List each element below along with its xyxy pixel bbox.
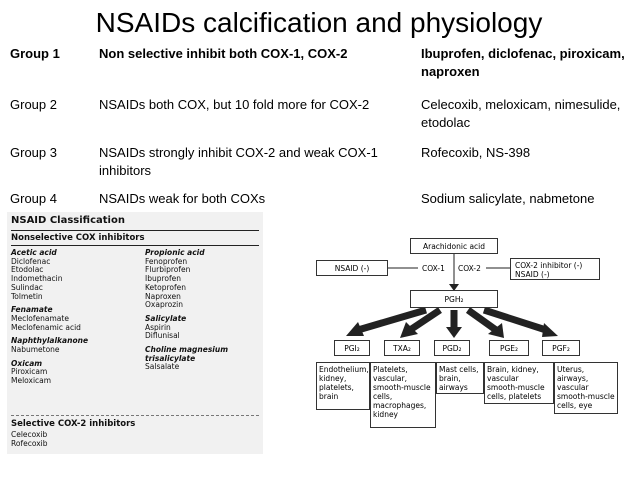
selective-heading: Selective COX-2 inhibitors bbox=[11, 419, 136, 429]
group-2-name: Group 2 bbox=[10, 97, 57, 112]
group-heading: Acetic acid bbox=[11, 248, 57, 257]
site-text: kidney bbox=[373, 410, 398, 419]
drug-item: Sulindac bbox=[11, 282, 43, 292]
drug-item: Meclofenamate bbox=[11, 313, 69, 323]
site-text: macrophages, bbox=[373, 401, 427, 410]
pgf2-box: PGF₂ bbox=[542, 340, 580, 356]
site-text: cells, eye bbox=[557, 401, 593, 410]
site-text: smooth-muscle bbox=[487, 383, 545, 392]
group-3-description: NSAIDs strongly inhibit COX-2 and weak COX-1 inhibitors bbox=[99, 145, 378, 178]
pgd2-sites bbox=[436, 362, 484, 394]
drug-item: Tolmetin bbox=[11, 291, 43, 301]
site-text: airways bbox=[439, 383, 468, 392]
cox-pathway-diagram bbox=[306, 230, 632, 442]
site-text: airways, bbox=[557, 374, 589, 383]
group-2-description: NSAIDs both COX, but 10 fold more for COX-2 bbox=[99, 97, 370, 112]
site-text: platelets, bbox=[319, 383, 354, 392]
site-text: kidney, bbox=[319, 374, 347, 383]
nsaid-classification-table bbox=[7, 212, 263, 454]
drug-item: Meclofenamic acid bbox=[11, 322, 81, 332]
drug-item: Flurbiprofen bbox=[145, 265, 191, 275]
group-heading: Oxicam bbox=[11, 358, 43, 368]
group-1-description: Non selective inhibit both COX-1, COX-2 bbox=[99, 46, 348, 61]
site-text: vascular, bbox=[373, 374, 407, 383]
drug-item: Fenoprofen bbox=[145, 256, 188, 266]
site-text: cells, bbox=[373, 392, 393, 401]
drug-item: Aspirin bbox=[145, 322, 171, 332]
arachidonic-acid-box: Arachidonic acid bbox=[410, 238, 498, 254]
divider bbox=[11, 245, 259, 246]
site-text: Platelets, bbox=[373, 365, 408, 374]
nsaid-inhibitor-text: NSAID (-) bbox=[515, 270, 550, 279]
group-heading: trisalicylate bbox=[145, 353, 196, 363]
pge2-sites bbox=[484, 362, 554, 404]
site-text: brain bbox=[319, 392, 339, 401]
group-heading: Propionic acid bbox=[145, 248, 205, 257]
right-drug-column bbox=[145, 249, 228, 372]
page-title: NSAIDs calcification and physiology bbox=[95, 7, 543, 38]
nsaid-inhibitor-box: NSAID (-) bbox=[316, 260, 388, 276]
drug-item: Meloxicam bbox=[11, 376, 52, 386]
site-text: brain, bbox=[439, 374, 461, 383]
group-4-drugs: Sodium salicylate, nabmetone bbox=[421, 191, 595, 206]
cox2-label: COX-2 bbox=[458, 264, 481, 273]
pgi2-sites bbox=[316, 362, 370, 410]
group-3-drugs: Rofecoxib, NS-398 bbox=[421, 145, 531, 160]
drug-item: Celecoxib bbox=[11, 430, 48, 439]
drug-item: Diclofenac bbox=[11, 256, 51, 266]
pgf2-sites bbox=[554, 362, 618, 414]
group-1-drugs: Ibuprofen, diclofenac, piroxicam, naproxen bbox=[421, 46, 625, 79]
drug-item: Piroxicam bbox=[11, 367, 48, 377]
site-text: Mast cells, bbox=[439, 365, 479, 374]
drug-item: Oxaprozin bbox=[145, 300, 183, 310]
site-text: vascular bbox=[557, 383, 589, 392]
group-2-drugs: Celecoxib, meloxicam, nimesulide, etodolac bbox=[421, 97, 621, 130]
txa2-sites bbox=[370, 362, 436, 428]
pge2-box: PGE₂ bbox=[489, 340, 529, 356]
pgi2-box: PGI₂ bbox=[334, 340, 370, 356]
txa2-box: TXA₂ bbox=[384, 340, 420, 356]
group-3-name: Group 3 bbox=[10, 145, 57, 160]
drug-item: Naproxen bbox=[145, 291, 181, 301]
cox2-inhibitor-box bbox=[510, 258, 600, 280]
drug-item: Indomethacin bbox=[11, 274, 63, 284]
site-text: smooth-muscle bbox=[373, 383, 431, 392]
group-heading: Naphthylalkanone bbox=[11, 336, 89, 346]
site-text: Endothelium, bbox=[319, 365, 369, 374]
site-text: Uterus, bbox=[557, 365, 585, 374]
cox2-inhibitor-text: COX-2 inhibitor (-) bbox=[515, 261, 583, 270]
drug-item: Rofecoxib bbox=[11, 438, 48, 448]
classification-title: NSAID Classification bbox=[11, 215, 125, 226]
group-1-name: Group 1 bbox=[10, 46, 60, 61]
drug-item: Etodolac bbox=[11, 265, 44, 275]
drug-item: Diflunisal bbox=[145, 331, 180, 341]
site-text: cells, platelets bbox=[487, 392, 542, 401]
cox1-label: COX-1 bbox=[422, 264, 445, 273]
site-text: vascular bbox=[487, 374, 519, 383]
left-drug-column bbox=[11, 249, 88, 386]
divider bbox=[11, 415, 259, 416]
group-heading: Salicylate bbox=[145, 313, 187, 323]
site-text: smooth-muscle bbox=[557, 392, 615, 401]
pgh2-box: PGH₂ bbox=[410, 290, 498, 308]
nonselective-heading: Nonselective COX inhibitors bbox=[11, 233, 145, 243]
drug-item: Ketoprofen bbox=[145, 282, 186, 292]
group-4-name: Group 4 bbox=[10, 191, 57, 206]
drug-item: Salsalate bbox=[145, 362, 180, 372]
drug-item: Ibuprofen bbox=[145, 274, 182, 284]
group-heading: Choline magnesium bbox=[145, 345, 229, 355]
group-4-description: NSAIDs weak for both COXs bbox=[99, 191, 266, 206]
selective-drug-list bbox=[11, 431, 47, 448]
pgd2-box: PGD₂ bbox=[434, 340, 470, 356]
site-text: Brain, kidney, bbox=[487, 365, 539, 374]
divider bbox=[11, 230, 259, 231]
group-heading: Fenamate bbox=[11, 305, 53, 315]
drug-item: Nabumetone bbox=[11, 345, 60, 355]
